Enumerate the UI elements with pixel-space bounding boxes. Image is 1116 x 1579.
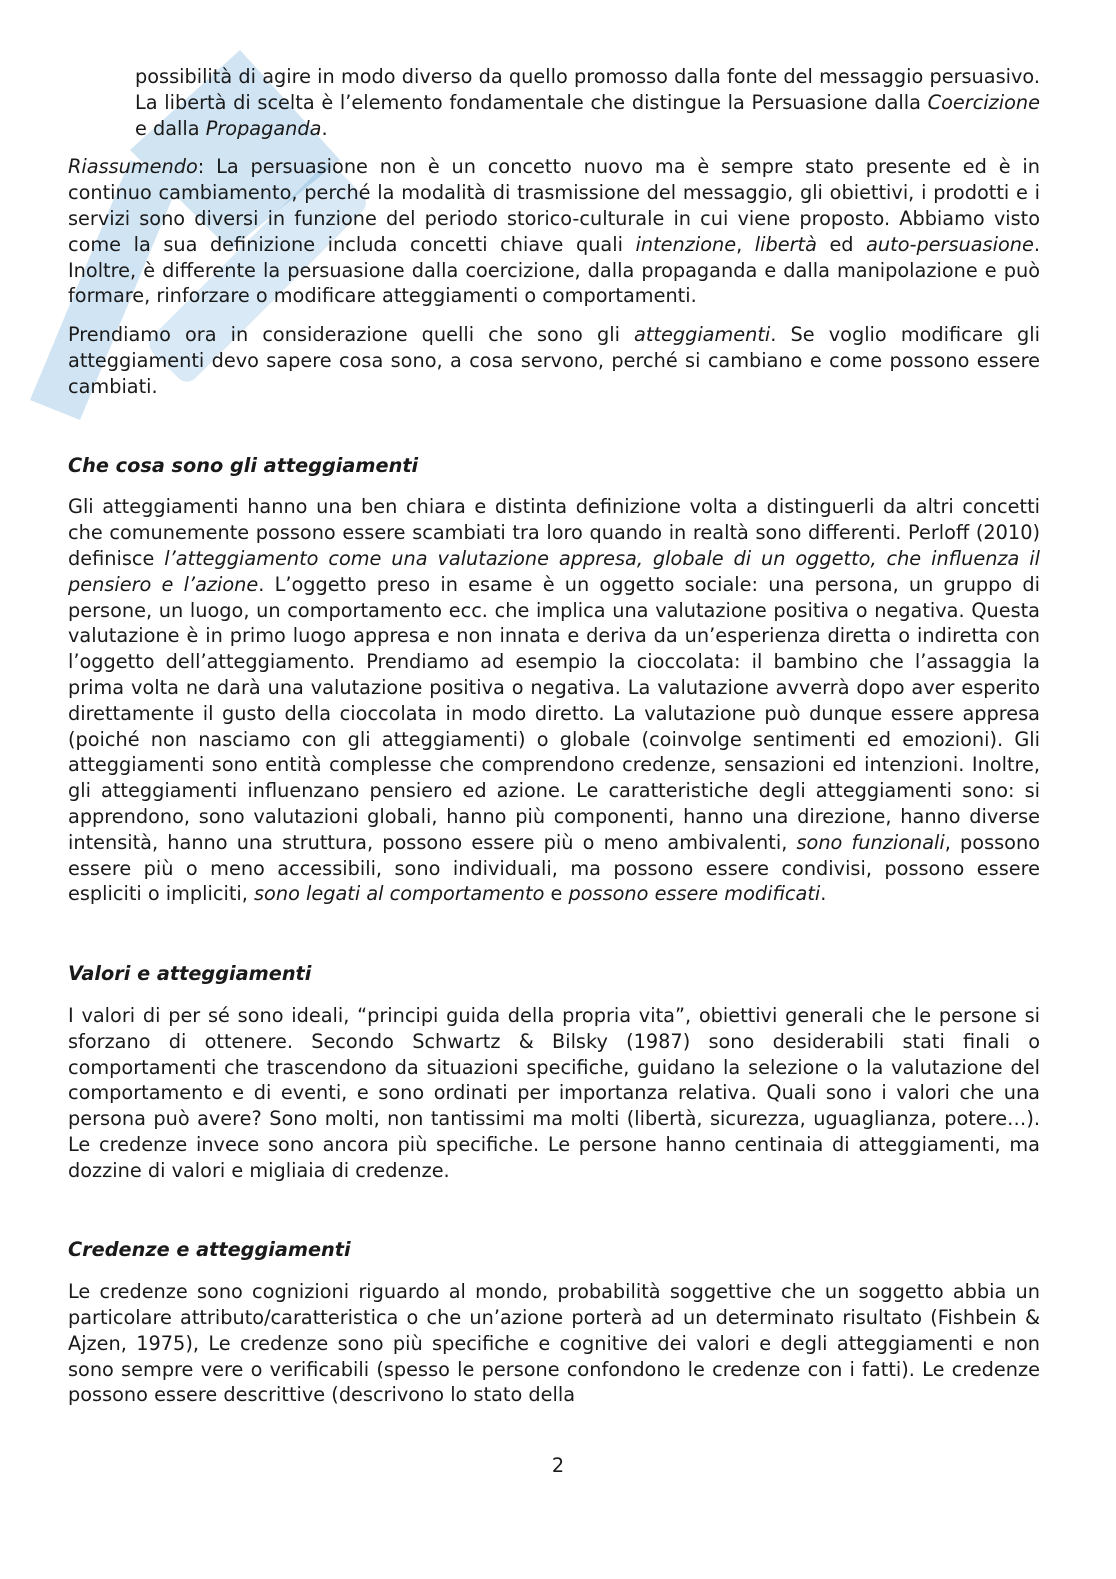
section-credenze-body: Le credenze sono cognizioni riguardo al mondo, probabilità soggettive che un soggetto abbia un particolare attributo/caratteristica o che un’azione porterà ad un determinato risultato (Fishbein & Ajzen, 1975), Le credenze sono più specifiche e cognitive dei valori e degli atteggiamenti e non sono sempre vere o verificabili (spesso le persone confondono le credenze con i fatti). Le credenze possono essere descrittive (descrivono lo stato della <box>68 1280 1040 1407</box>
page-number: 2 <box>551 1454 565 1477</box>
section-heading-credenze: Credenze e atteggiamenti <box>68 1238 351 1262</box>
section-heading-valori: Valori e atteggiamenti <box>68 962 312 986</box>
section-atteggiamenti-body: Gli atteggiamenti hanno una ben chiara e distinta definizione volta a distinguerli da altri concetti che comunemente possono essere scambiati tra loro quando in realtà sono differenti. Perloff (2010) definisce l’atteggiamento come una valutazione appresa, globale di un oggetto, che influenza il pensiero e l’azione. L’oggetto preso in esame è un oggetto sociale: una persona, un gruppo di persone, un luogo, un comportamento ecc. che implica una valutazione positiva o negativa. Questa valutazione è in primo luogo appresa e non innata e deriva da un’esperienza diretta o indiretta con l’oggetto dell’atteggiamento. Prendiamo ad esempio la cioccolata: il bambino che l’assaggia la prima volta ne darà una valutazione positiva o negativa. La valutazione avverrà dopo aver esperito direttamente il gusto della cioccolata in modo diretto. La valutazione può dunque essere appresa (poiché non nasciamo con gli atteggiamenti) o globale (coinvolge sentimenti ed emozioni). Gli atteggiamenti sono entità complesse che comprendono credenze, sensazioni ed intenzioni. Inoltre, gli atteggiamenti influenzano pensiero ed azione. Le caratteristiche degli atteggiamenti sono: si apprendono, sono valutazioni globali, hanno più componenti, hanno una direzione, hanno diverse intensità, hanno una struttura, possono essere più o meno ambivalenti, sono funzionali, possono essere più o meno accessibili, sono individuali, ma possono essere condivisi, possono essere espliciti o impliciti, sono legati al comportamento e possono essere modificati. <box>68 495 1040 906</box>
section-valori-body: I valori di per sé sono ideali, “principi guida della propria vita”, obiettivi generali che le persone si sforzano di ottenere. Secondo Schwartz & Bilsky (1987) sono desiderabili stati finali o comportamenti che trascendono da situazioni specifiche, guidano la selezione o la valutazione del comportamento e di eventi, e sono ordinati per importanza relativa. Quali sono i valori che una persona può avere? Sono molti, non tantissimi ma molti (libertà, sicurezza, uguaglianza, potere…). Le credenze invece sono ancora più specifiche. Le persone hanno centinaia di atteggiamenti, ma dozzine di valori e migliaia di credenze. <box>68 1003 1040 1182</box>
document-page <box>68 64 1040 1408</box>
intro-paragraph: Prendiamo ora in considerazione quelli che sono gli atteggiamenti. Se voglio modificare gli atteggiamenti devo sapere cosa sono, a cosa servono, perché si cambiano e come possono essere cambiati. <box>68 323 1040 398</box>
summary-paragraph: Riassumendo: La persuasione non è un concetto nuovo ma è sempre stato presente ed è in continuo cambiamento, perché la modalità di trasmissione del messaggio, gli obiettivi, i prodotti e i servizi sono diversi in funzione del periodo storico-culturale in cui viene proposto. Abbiamo visto come la sua definizione includa concetti chiave quali intenzione, libertà ed auto-persuasione. Inoltre, è differente la persuasione dalla coercizione, dalla propaganda e dalla manipolazione e può formare, rinforzare o modificare atteggiamenti o comportamenti. <box>68 155 1040 308</box>
continuation-paragraph: possibilità di agire in modo diverso da quello promosso dalla fonte del messaggio persuasivo. La libertà di scelta è l’elemento fondamentale che distingue la Persuasione dalla Coercizione e dalla Propaganda. <box>135 65 1040 140</box>
section-heading-atteggiamenti: Che cosa sono gli atteggiamenti <box>68 453 419 477</box>
